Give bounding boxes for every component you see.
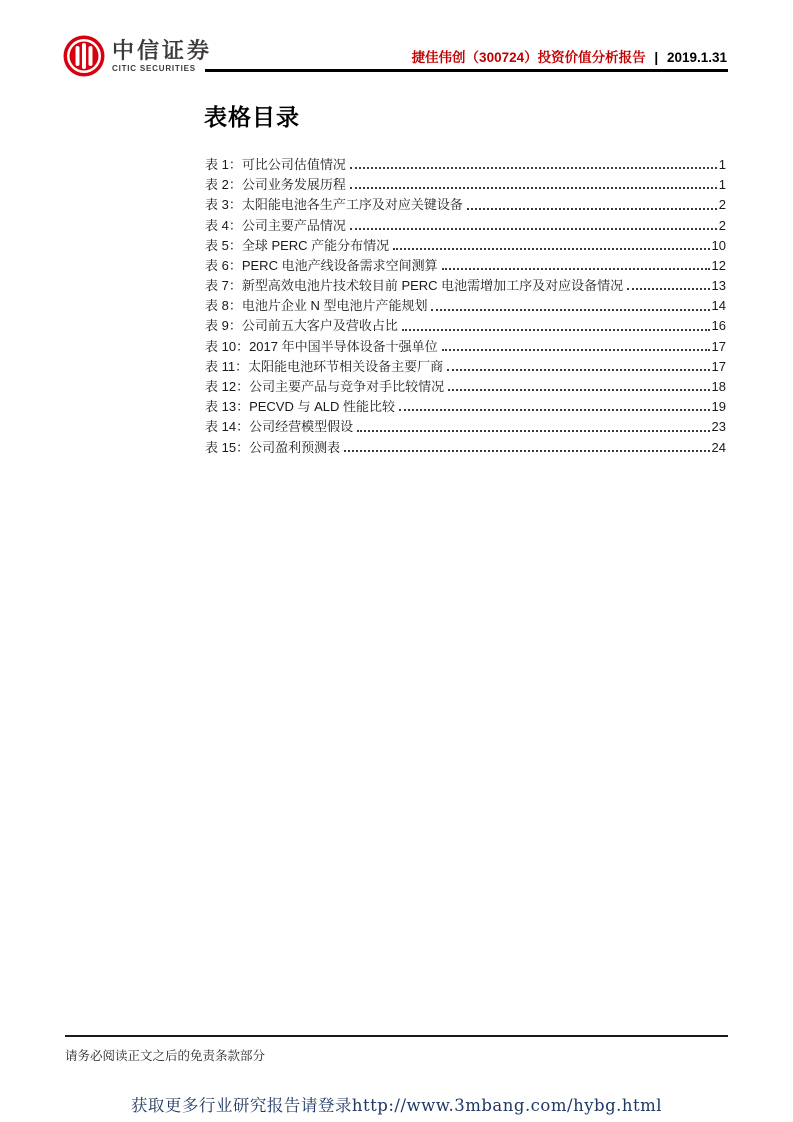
toc-entry-page: 2 (718, 197, 726, 213)
citic-logo-icon (63, 35, 105, 77)
toc-entry[interactable] (205, 335, 726, 355)
toc-entry[interactable] (205, 193, 726, 213)
toc-entry-page: 17 (711, 338, 726, 354)
toc-entry-label: 表 9：公司前五大客户及营收占比 (205, 318, 398, 334)
toc-entry[interactable] (205, 415, 726, 435)
toc-leader-dots (467, 208, 717, 210)
brand-name-en: CITIC SECURITIES (112, 63, 196, 73)
toc-entry-page: 14 (711, 298, 726, 314)
section-title: 表格目录 (204, 104, 300, 130)
toc-list (205, 153, 726, 456)
toc-leader-dots (627, 288, 709, 290)
toc-entry[interactable] (205, 254, 726, 274)
toc-entry-label: 表 7：新型高效电池片技术较目前 PERC 电池需增加工序及对应设备情况 (205, 278, 624, 294)
toc-entry[interactable] (205, 234, 726, 254)
toc-entry-label: 表 8：电池片企业 N 型电池片产能规划 (205, 298, 428, 314)
toc-entry[interactable] (205, 173, 726, 193)
toc-entry[interactable] (205, 274, 726, 294)
header-separator: | (654, 50, 659, 65)
toc-leader-dots (344, 450, 709, 452)
toc-entry-page: 16 (711, 318, 726, 334)
toc-leader-dots (402, 329, 710, 331)
toc-entry-label: 表 14：公司经营模型假设 (205, 419, 354, 435)
toc-entry-label: 表 2：公司业务发展历程 (205, 177, 346, 193)
toc-leader-dots (350, 187, 717, 189)
toc-entry-label: 表 5：全球 PERC 产能分布情况 (205, 237, 390, 253)
toc-leader-dots (350, 167, 717, 169)
toc-entry-page: 13 (711, 278, 726, 294)
toc-entry-page: 17 (711, 358, 726, 374)
toc-entry-page: 1 (718, 156, 726, 172)
toc-entry[interactable] (205, 355, 726, 375)
toc-entry-page: 1 (718, 177, 726, 193)
toc-entry-label: 表 12：公司主要产品与竞争对手比较情况 (205, 379, 445, 394)
toc-leader-dots (447, 369, 709, 371)
brand-logo (63, 35, 212, 77)
toc-entry-page: 23 (711, 419, 726, 435)
toc-leader-dots (393, 248, 709, 250)
toc-entry-page: 18 (711, 379, 726, 394)
header-rule (205, 69, 728, 72)
toc-entry-label: 表 6：PERC 电池产线设备需求空间测算 (205, 257, 438, 273)
toc-leader-dots (399, 409, 710, 411)
report-title-text: 捷佳伟创（300724）投资价值分析报告 (411, 50, 646, 65)
toc-entry[interactable] (205, 375, 726, 395)
toc-entry-label: 表 3：太阳能电池各生产工序及对应关键设备 (205, 197, 463, 213)
toc-entry-page: 24 (711, 439, 726, 455)
toc-leader-dots (350, 228, 717, 230)
toc-entry-label: 表 10：2017 年中国半导体设备十强单位 (205, 338, 438, 354)
toc-leader-dots (442, 268, 710, 270)
toc-entry[interactable] (205, 315, 726, 335)
toc-entry-label: 表 13：PECVD 与 ALD 性能比较 (205, 399, 395, 415)
brand-name-cn: 中信证券 (112, 37, 213, 63)
toc-leader-dots (357, 430, 709, 432)
toc-entry[interactable] (205, 436, 726, 456)
toc-leader-dots (442, 349, 710, 351)
toc-leader-dots (431, 309, 709, 311)
toc-entry[interactable] (205, 395, 726, 415)
footer-rule (65, 1035, 728, 1037)
toc-entry-page: 19 (711, 399, 726, 415)
report-header-title (412, 46, 727, 66)
toc-entry[interactable] (205, 214, 726, 234)
brand-wordmark (112, 37, 213, 73)
report-date: 2019.1.31 (666, 50, 727, 65)
footer-disclaimer: 请务必阅读正文之后的免责条款部分 (65, 1049, 266, 1063)
toc-entry-label: 表 11：太阳能电池环节相关设备主要厂商 (205, 358, 444, 374)
toc-entry-label: 表 15：公司盈利预测表 (205, 439, 341, 455)
toc-entry-page: 10 (711, 237, 726, 253)
toc-entry[interactable] (205, 294, 726, 314)
toc-entry-page: 12 (711, 257, 726, 273)
toc-entry-label: 表 1：可比公司估值情况 (205, 156, 346, 172)
toc-entry-label: 表 4：公司主要产品情况 (205, 217, 346, 233)
toc-entry-page: 2 (718, 217, 726, 233)
watermark-link[interactable]: 获取更多行业研究报告请登录http://www.3mbang.com/hybg.html (130, 1096, 663, 1115)
toc-leader-dots (448, 389, 709, 391)
toc-entry[interactable] (205, 153, 726, 173)
